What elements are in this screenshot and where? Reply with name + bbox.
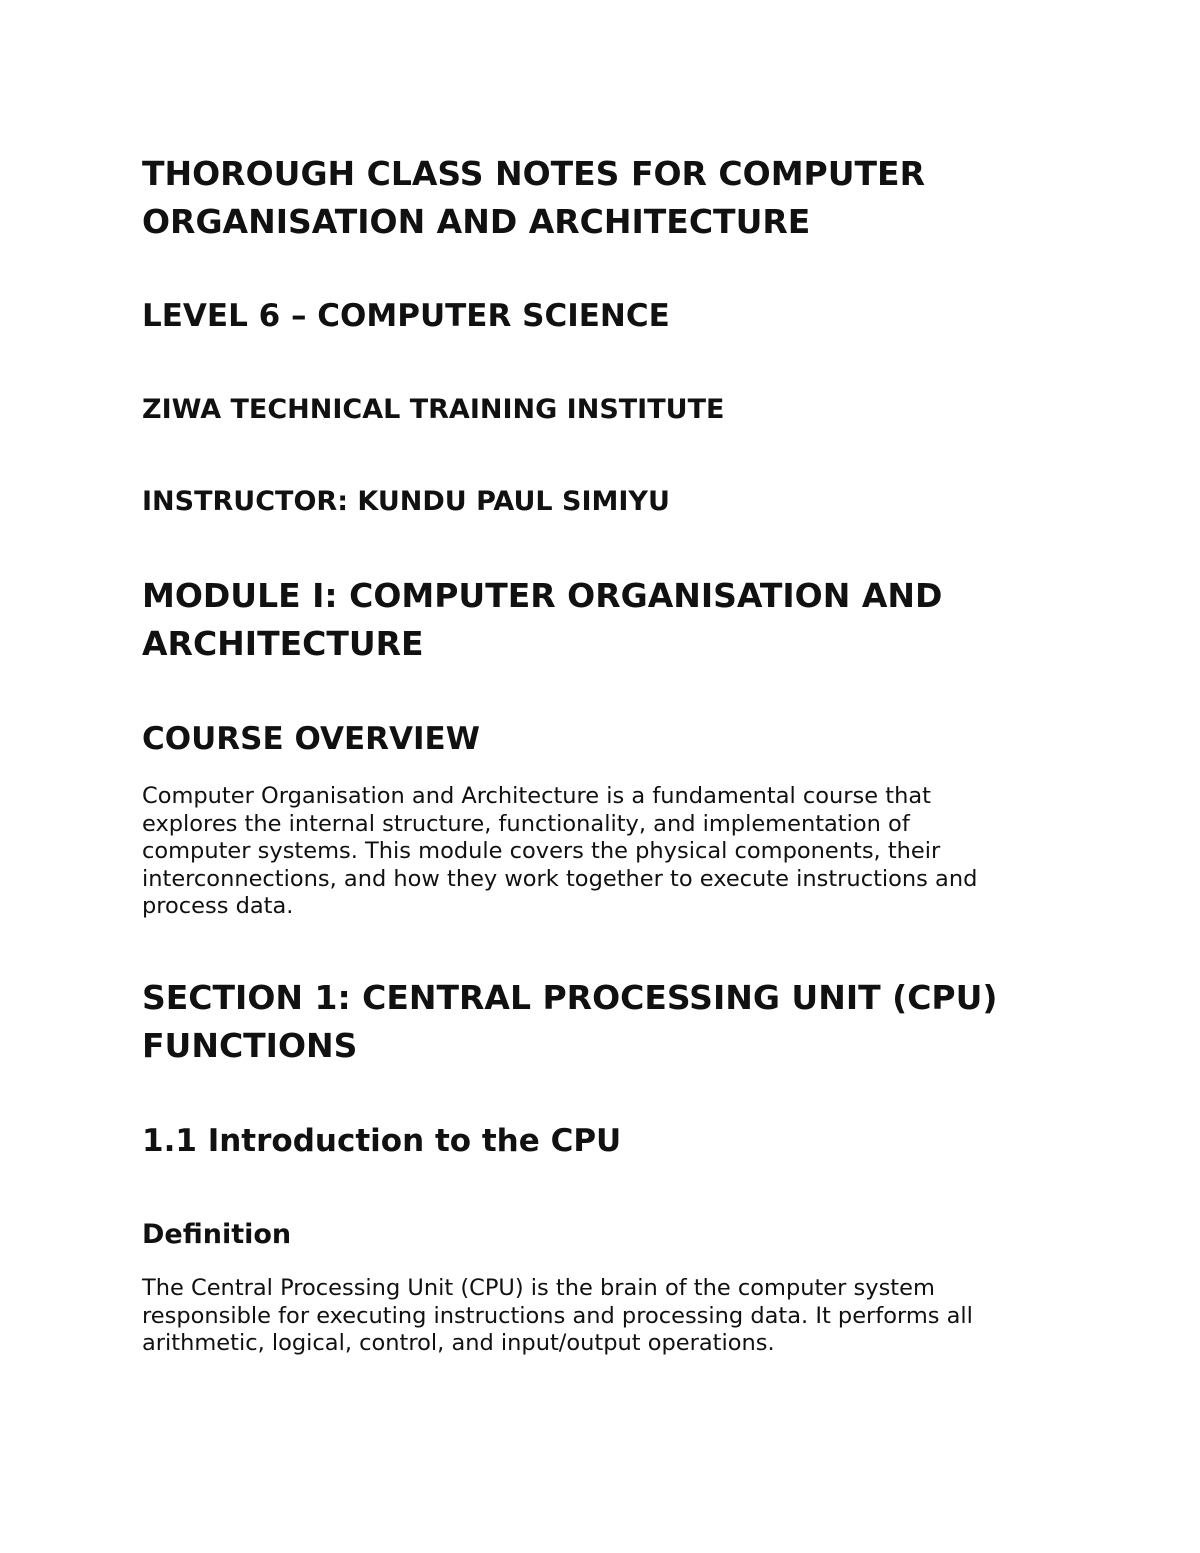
document-title: THOROUGH CLASS NOTES FOR COMPUTER ORGANISATION AND ARCHITECTURE: [142, 154, 925, 241]
subsection-heading: 1.1 Introduction to the CPU: [142, 1123, 622, 1159]
institute-heading: ZIWA TECHNICAL TRAINING INSTITUTE: [142, 394, 725, 425]
course-overview-heading: COURSE OVERVIEW: [142, 721, 480, 757]
definition-heading: Definition: [142, 1219, 292, 1250]
module-heading: MODULE I: COMPUTER ORGANISATION AND ARCHITECTURE: [142, 576, 943, 663]
definition-paragraph: The Central Processing Unit (CPU) is the brain of the computer system responsible for executing instructions and processing data. It performs all arithmetic, logical, control, and input/output operations.: [142, 1275, 973, 1356]
level-heading: LEVEL 6 – COMPUTER SCIENCE: [142, 298, 670, 334]
section-heading: SECTION 1: CENTRAL PROCESSING UNIT (CPU) FUNCTIONS: [142, 978, 998, 1065]
instructor-heading: INSTRUCTOR: KUNDU PAUL SIMIYU: [142, 486, 670, 517]
course-overview-paragraph: Computer Organisation and Architecture is a fundamental course that explores the internal structure, functionality, and implementation of computer systems. This module covers the physical components, their interconnections, and how they work together to execute instructions and process data.: [142, 783, 978, 919]
